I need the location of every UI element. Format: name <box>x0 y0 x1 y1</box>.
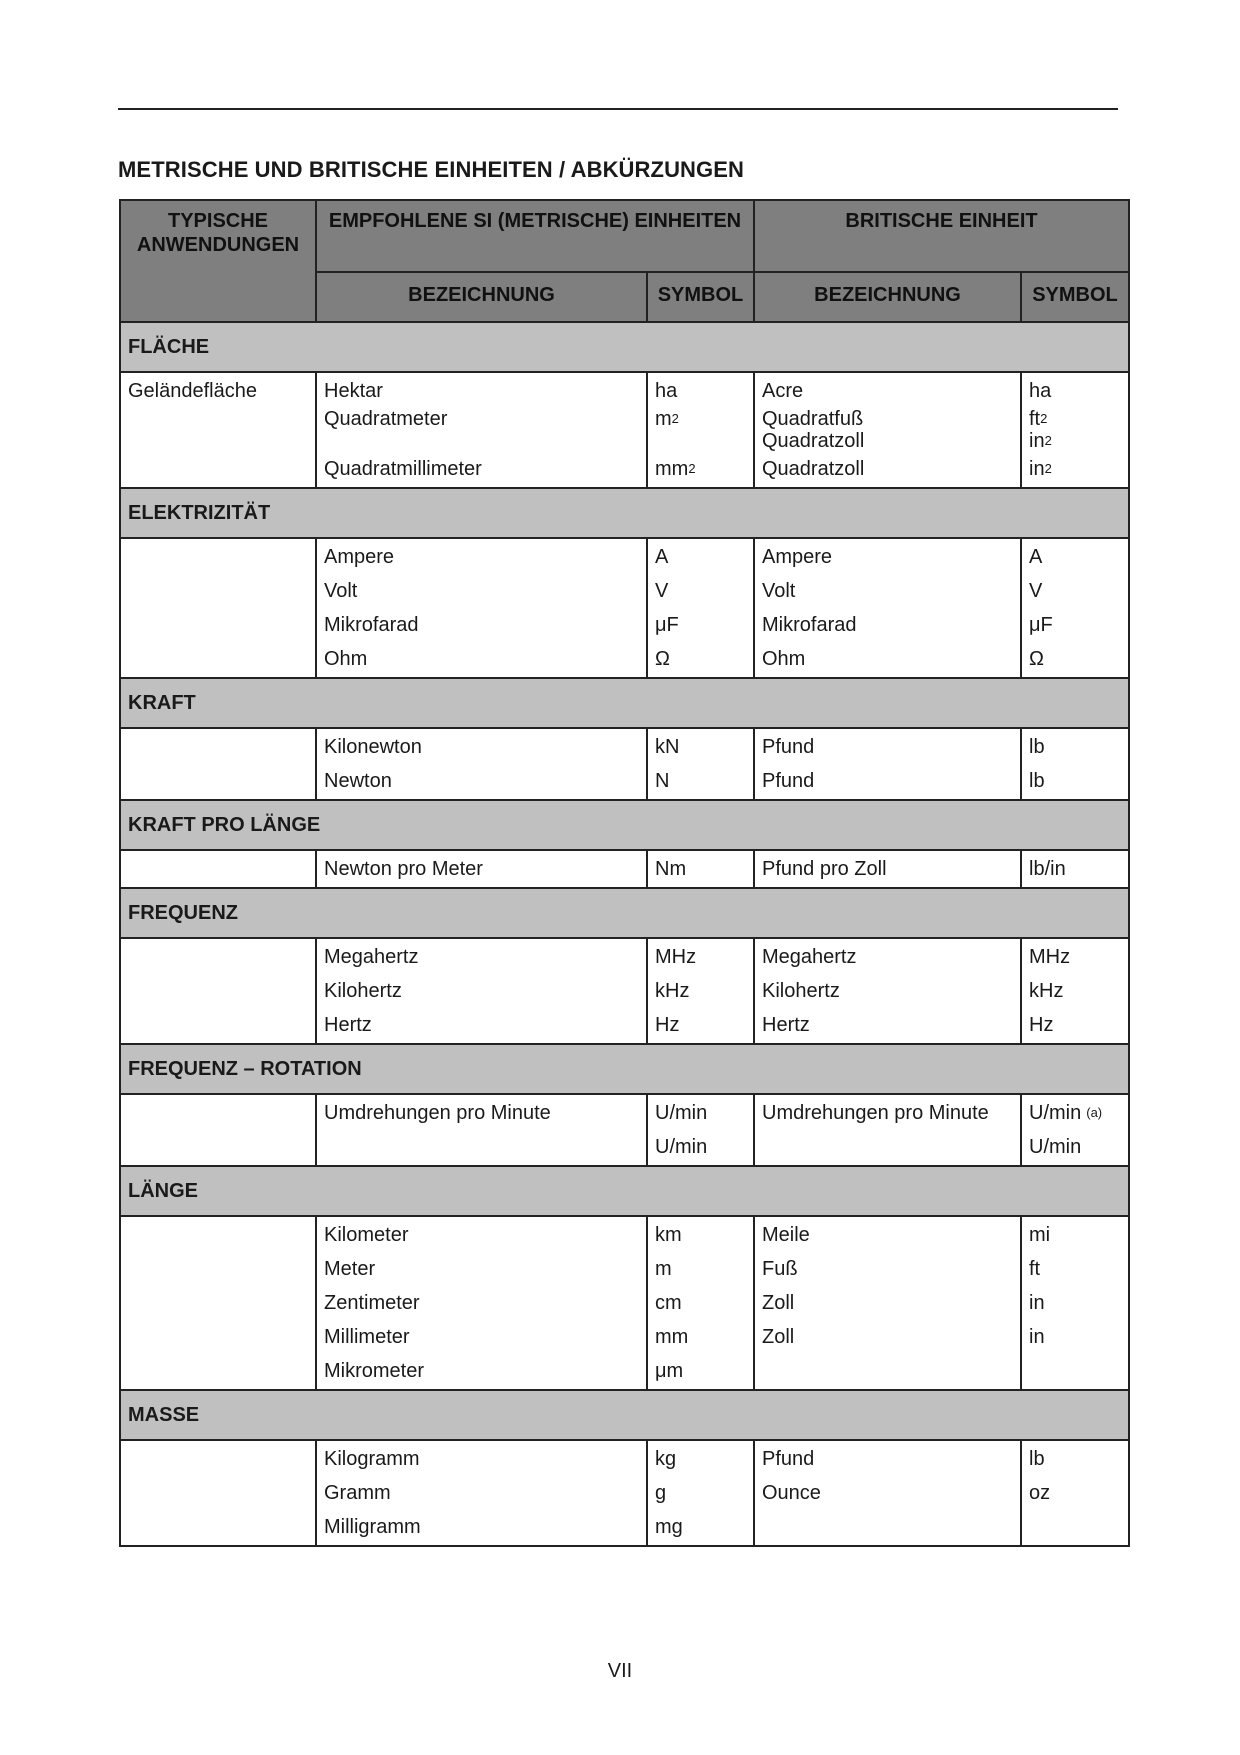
cell-line <box>762 764 1013 798</box>
cell-text: Meile <box>762 1224 810 1246</box>
cell-text: A <box>655 546 669 568</box>
cell-text: Pfund <box>762 770 815 792</box>
cell-text: Quadratmeter <box>324 408 448 430</box>
cell-text: Pfund <box>762 1448 815 1470</box>
cell-text: Zentimeter <box>324 1292 420 1314</box>
cell-text: Gramm <box>324 1482 391 1504</box>
section-header-row <box>120 800 1129 850</box>
cell-line <box>762 1218 1013 1252</box>
cell-line <box>128 1130 308 1164</box>
cell-line <box>1029 1354 1121 1388</box>
section-body-row <box>120 372 1129 488</box>
cell-text: μm <box>655 1360 684 1382</box>
cell-text: U/min <box>1029 1136 1082 1158</box>
imperial-name-cell <box>754 1216 1021 1390</box>
cell-text: Hz <box>1029 1014 1054 1036</box>
cell-text: m <box>655 1258 672 1280</box>
cell-line: ft 2 <box>1029 408 1048 430</box>
header-si-symbol: SYMBOL <box>647 272 754 322</box>
cell-text: Kilonewton <box>324 736 422 758</box>
cell-text: V <box>1029 580 1043 602</box>
cell-text: oz <box>1029 1482 1051 1504</box>
cell-line: in 2 <box>1029 430 1052 452</box>
section-body-row <box>120 728 1129 800</box>
cell-line <box>655 730 746 764</box>
cell-line <box>1029 1510 1121 1544</box>
cell-text: cm <box>655 1292 682 1314</box>
cell-text: Quadratzoll <box>762 458 865 480</box>
imperial-symbol-cell <box>1021 538 1129 678</box>
imperial-symbol-cell <box>1021 1216 1129 1390</box>
cell-line <box>762 1510 1013 1544</box>
cell-line <box>128 430 308 452</box>
cell-line <box>324 852 639 886</box>
cell-text: Volt <box>762 580 796 602</box>
cell-text: Zoll <box>762 1326 795 1348</box>
cell-line <box>1029 574 1121 608</box>
si-name-cell <box>316 728 647 800</box>
cell-line <box>655 1442 746 1476</box>
imperial-name-cell <box>754 728 1021 800</box>
cell-line <box>762 1354 1013 1388</box>
cell-text: Ampere <box>324 546 395 568</box>
cell-text: N <box>655 770 670 792</box>
cell-line <box>1029 1130 1121 1164</box>
top-rule <box>118 108 1118 110</box>
cell-line <box>655 940 746 974</box>
si-name-cell <box>316 938 647 1044</box>
section-title: LÄNGE <box>120 1166 1129 1216</box>
section-title: ELEKTRIZITÄT <box>120 488 1129 538</box>
cell-text: Quadratfuß <box>762 408 864 430</box>
cell-line <box>128 852 308 886</box>
cell-text: lb/in <box>1029 858 1066 880</box>
cell-line <box>655 1218 746 1252</box>
section-header-row <box>120 322 1129 372</box>
cell-text: Megahertz <box>762 946 857 968</box>
cell-text: Newton pro Meter <box>324 858 483 880</box>
si-symbol-cell <box>647 538 754 678</box>
application-cell <box>120 372 316 488</box>
si-symbol-cell <box>647 938 754 1044</box>
cell-line <box>1029 1218 1121 1252</box>
cell-text: Nm <box>655 858 687 880</box>
cell-text: U/min <box>1029 1102 1082 1124</box>
cell-text: Fuß <box>762 1258 798 1280</box>
page-number: VII <box>607 1660 633 1682</box>
cell-line <box>655 374 746 408</box>
cell-text: Meter <box>324 1258 376 1280</box>
cell-line <box>1029 852 1121 886</box>
cell-line <box>324 608 639 642</box>
si-name-cell <box>316 1216 647 1390</box>
units-table <box>119 199 1130 1547</box>
cell-line <box>762 1130 1013 1164</box>
cell-line: mm 2 <box>655 458 696 480</box>
cell-text: Kilometer <box>324 1224 409 1246</box>
si-symbol-cell <box>647 1216 754 1390</box>
cell-text: g <box>655 1482 667 1504</box>
cell-text: kHz <box>1029 980 1064 1002</box>
cell-line <box>324 1252 639 1286</box>
imperial-symbol-cell <box>1021 1094 1129 1166</box>
section-header-row <box>120 1044 1129 1094</box>
cell-text: kHz <box>655 980 690 1002</box>
cell-text: mg <box>655 1516 683 1538</box>
cell-line <box>1029 1476 1121 1510</box>
cell-line <box>128 1320 308 1354</box>
cell-line <box>655 1130 746 1164</box>
cell-line <box>762 1320 1013 1354</box>
cell-line <box>324 642 639 676</box>
cell-line <box>324 1008 639 1042</box>
cell-line <box>324 1218 639 1252</box>
cell-line <box>655 974 746 1008</box>
si-name-cell <box>316 1094 647 1166</box>
cell-line <box>324 1130 639 1164</box>
cell-text: μF <box>655 614 679 636</box>
cell-line <box>762 1476 1013 1510</box>
cell-line <box>655 608 746 642</box>
header-imperial-symbol: SYMBOL <box>1021 272 1129 322</box>
cell-text: Mikrofarad <box>324 614 419 636</box>
cell-line <box>762 730 1013 764</box>
si-name-cell <box>316 538 647 678</box>
cell-text: U/min <box>655 1136 708 1158</box>
cell-text: Ounce <box>762 1482 821 1504</box>
cell-line <box>655 852 746 886</box>
imperial-symbol-cell <box>1021 728 1129 800</box>
cell-line <box>128 1476 308 1510</box>
cell-line <box>324 1442 639 1476</box>
cell-text: in <box>1029 1326 1045 1348</box>
cell-text: lb <box>1029 770 1045 792</box>
si-symbol-cell <box>647 372 754 488</box>
cell-text: Mikrometer <box>324 1360 425 1382</box>
si-name-cell <box>316 850 647 888</box>
cell-line <box>655 1476 746 1510</box>
cell-text: Kilogramm <box>324 1448 420 1470</box>
cell-line <box>1029 1252 1121 1286</box>
cell-text: kN <box>655 736 680 758</box>
cell-text: Quadratmillimeter <box>324 458 482 480</box>
header-si-name: BEZEICHNUNG <box>316 272 647 322</box>
cell-line <box>1029 940 1121 974</box>
cell-line <box>762 974 1013 1008</box>
cell-line <box>762 642 1013 676</box>
cell-line <box>762 374 1013 408</box>
cell-text: mm <box>655 1326 689 1348</box>
cell-text: Ohm <box>324 648 368 670</box>
cell-text: lb <box>1029 736 1045 758</box>
cell-line <box>655 1320 746 1354</box>
cell-text: mi <box>1029 1224 1051 1246</box>
cell-line <box>762 608 1013 642</box>
cell-line <box>324 1354 639 1388</box>
cell-text: Quadratzoll <box>762 430 865 452</box>
cell-text: A <box>1029 546 1043 568</box>
cell-line <box>128 540 308 574</box>
cell-text: kg <box>655 1448 677 1470</box>
cell-line <box>128 374 308 408</box>
cell-text: μF <box>1029 614 1053 636</box>
section-header-row <box>120 1166 1129 1216</box>
section-header-row <box>120 888 1129 938</box>
cell-line <box>655 574 746 608</box>
cell-text: ha <box>1029 380 1052 402</box>
cell-text: Zoll <box>762 1292 795 1314</box>
cell-text: Hertz <box>762 1014 810 1036</box>
cell-line <box>655 1008 746 1042</box>
cell-text: Ohm <box>762 648 806 670</box>
cell-text: in <box>1029 430 1045 452</box>
cell-text: V <box>655 580 669 602</box>
cell-line <box>762 1286 1013 1320</box>
section-body-row <box>120 1216 1129 1390</box>
cell-text: Kilohertz <box>324 980 402 1002</box>
page-title: METRISCHE UND BRITISCHE EINHEITEN / ABKÜRZUNGEN <box>118 157 745 182</box>
cell-line <box>128 452 308 486</box>
application-cell <box>120 538 316 678</box>
cell-text: Umdrehungen pro Minute <box>762 1102 989 1124</box>
section-title: MASSE <box>120 1390 1129 1440</box>
section-body-row <box>120 538 1129 678</box>
application-cell <box>120 1440 316 1546</box>
cell-line <box>1029 1286 1121 1320</box>
cell-line <box>324 730 639 764</box>
cell-line <box>1029 730 1121 764</box>
cell-text: Megahertz <box>324 946 419 968</box>
cell-text: Ω <box>1029 648 1044 670</box>
header-imperial-name: BEZEICHNUNG <box>754 272 1021 322</box>
cell-text: Kilohertz <box>762 980 840 1002</box>
cell-line <box>128 1008 308 1042</box>
cell-line <box>128 608 308 642</box>
cell-line <box>128 1218 308 1252</box>
cell-text: in <box>1029 458 1045 480</box>
header-applications: TYPISCHE ANWENDUNGEN <box>120 200 316 322</box>
cell-line <box>128 940 308 974</box>
cell-text: ha <box>655 380 678 402</box>
imperial-symbol-cell <box>1021 938 1129 1044</box>
imperial-name-cell <box>754 1094 1021 1166</box>
cell-line <box>128 1510 308 1544</box>
section-title: FREQUENZ <box>120 888 1129 938</box>
section-title: FLÄCHE <box>120 322 1129 372</box>
cell-text: lb <box>1029 1448 1045 1470</box>
cell-line <box>324 452 639 486</box>
cell-line <box>324 574 639 608</box>
cell-line <box>128 408 308 430</box>
application-cell <box>120 938 316 1044</box>
cell-line <box>128 642 308 676</box>
section-body-row <box>120 850 1129 888</box>
cell-text: Ω <box>655 648 670 670</box>
section-body-row <box>120 1094 1129 1166</box>
imperial-name-cell <box>754 372 1021 488</box>
section-title: FREQUENZ – ROTATION <box>120 1044 1129 1094</box>
cell-text: Acre <box>762 380 804 402</box>
cell-line: in 2 <box>1029 458 1052 480</box>
imperial-name-cell <box>754 1440 1021 1546</box>
cell-line <box>762 1008 1013 1042</box>
cell-line: m 2 <box>655 408 679 430</box>
cell-text: Umdrehungen pro Minute <box>324 1102 551 1124</box>
cell-line <box>762 852 1013 886</box>
cell-line <box>762 574 1013 608</box>
cell-line <box>762 940 1013 974</box>
cell-line <box>762 1096 1013 1130</box>
cell-line <box>128 1442 308 1476</box>
cell-line <box>324 1476 639 1510</box>
cell-line <box>128 1096 308 1130</box>
cell-line <box>655 430 746 452</box>
cell-line <box>128 1286 308 1320</box>
cell-line <box>128 1354 308 1388</box>
cell-line <box>324 1510 639 1544</box>
cell-line <box>1029 540 1121 574</box>
cell-line <box>128 974 308 1008</box>
cell-line <box>655 764 746 798</box>
cell-line <box>1029 974 1121 1008</box>
cell-line <box>762 540 1013 574</box>
application-cell <box>120 1216 316 1390</box>
cell-line <box>324 374 639 408</box>
cell-text: m <box>655 408 672 430</box>
section-title: KRAFT PRO LÄNGE <box>120 800 1129 850</box>
cell-text: Pfund pro Zoll <box>762 858 887 880</box>
section-body-row <box>120 1440 1129 1546</box>
cell-line <box>655 1252 746 1286</box>
cell-text: Hektar <box>324 380 383 402</box>
cell-text: Pfund <box>762 736 815 758</box>
cell-line <box>1029 642 1121 676</box>
cell-line <box>655 642 746 676</box>
cell-line <box>655 1510 746 1544</box>
cell-text: Milligramm <box>324 1516 421 1538</box>
cell-line <box>762 452 1013 486</box>
cell-text: Newton <box>324 770 392 792</box>
cell-text: Volt <box>324 580 358 602</box>
cell-line <box>324 1286 639 1320</box>
cell-line <box>324 1320 639 1354</box>
cell-line <box>1029 1442 1121 1476</box>
cell-line <box>1029 1008 1121 1042</box>
cell-text: MHz <box>655 946 697 968</box>
cell-line <box>324 540 639 574</box>
si-symbol-cell <box>647 1094 754 1166</box>
cell-line <box>655 1286 746 1320</box>
cell-text: MHz <box>1029 946 1071 968</box>
cell-line <box>324 1096 639 1130</box>
si-name-cell <box>316 1440 647 1546</box>
cell-text: U/min <box>655 1102 708 1124</box>
imperial-symbol-cell <box>1021 850 1129 888</box>
cell-line <box>324 430 639 452</box>
si-symbol-cell <box>647 728 754 800</box>
application-cell <box>120 850 316 888</box>
cell-line <box>762 430 1013 452</box>
imperial-name-cell <box>754 850 1021 888</box>
cell-line <box>128 1252 308 1286</box>
application-cell <box>120 1094 316 1166</box>
cell-line: U/min (a) <box>1029 1102 1103 1124</box>
imperial-name-cell <box>754 938 1021 1044</box>
header-imperial-units: BRITISCHE EINHEIT <box>754 200 1129 272</box>
section-title: KRAFT <box>120 678 1129 728</box>
cell-line <box>655 540 746 574</box>
cell-text: in <box>1029 1292 1045 1314</box>
cell-text: Mikrofarad <box>762 614 857 636</box>
imperial-symbol-cell <box>1021 1440 1129 1546</box>
section-header-row <box>120 678 1129 728</box>
imperial-symbol-cell <box>1021 372 1129 488</box>
cell-line <box>324 940 639 974</box>
application-cell <box>120 728 316 800</box>
cell-line <box>128 574 308 608</box>
cell-text: Ampere <box>762 546 833 568</box>
si-name-cell <box>316 372 647 488</box>
cell-text: km <box>655 1224 682 1246</box>
cell-text: Geländefläche <box>128 380 257 402</box>
cell-line <box>762 408 1013 430</box>
table-body <box>120 322 1129 1546</box>
cell-line <box>762 1252 1013 1286</box>
cell-text: Hertz <box>324 1014 372 1036</box>
cell-text: mm <box>655 458 689 480</box>
cell-line <box>128 764 308 798</box>
cell-line <box>655 1096 746 1130</box>
cell-line <box>1029 374 1121 408</box>
si-symbol-cell <box>647 1440 754 1546</box>
cell-line <box>1029 1320 1121 1354</box>
cell-text: Millimeter <box>324 1326 410 1348</box>
cell-line <box>324 408 639 430</box>
cell-text: ft <box>1029 408 1041 430</box>
cell-line <box>1029 764 1121 798</box>
cell-line <box>128 730 308 764</box>
cell-text: Hz <box>655 1014 680 1036</box>
si-symbol-cell <box>647 850 754 888</box>
header-si-units: EMPFOHLENE SI (METRISCHE) EINHEITEN <box>316 200 754 272</box>
cell-line <box>762 1442 1013 1476</box>
cell-line <box>324 764 639 798</box>
cell-line <box>655 1354 746 1388</box>
section-header-row <box>120 488 1129 538</box>
cell-text: ft <box>1029 1258 1041 1280</box>
cell-line <box>324 974 639 1008</box>
section-body-row <box>120 938 1129 1044</box>
cell-line <box>1029 608 1121 642</box>
section-header-row <box>120 1390 1129 1440</box>
imperial-name-cell <box>754 538 1021 678</box>
